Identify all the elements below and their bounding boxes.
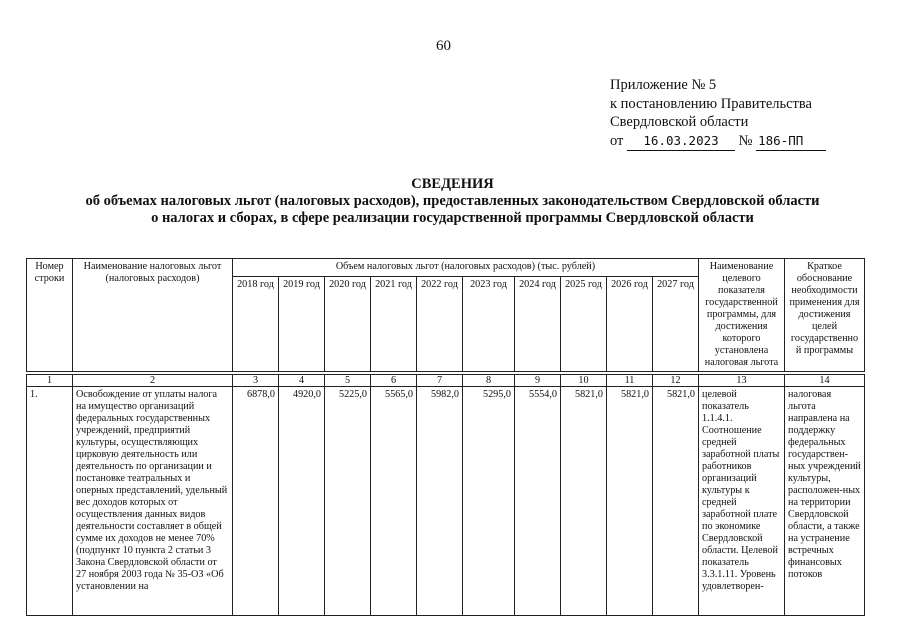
value-2024: 5554,0 — [515, 387, 561, 616]
target-indicator-cell — [699, 387, 785, 616]
header-year: 2020 год — [325, 277, 371, 372]
header-row-1 — [27, 259, 865, 277]
number-label: № — [738, 132, 753, 149]
title-heading: СВЕДЕНИЯ — [411, 176, 494, 192]
appendix-region: Свердловской области — [610, 114, 749, 130]
value-2018: 6878,0 — [233, 387, 279, 616]
column-number: 10 — [561, 375, 607, 387]
header-benefit-name: Наименование налоговых льгот (налоговых расходов) — [73, 259, 233, 372]
appendix-block — [610, 76, 826, 151]
document-title — [0, 176, 905, 227]
title-subline-2: о налогах и сборах, в сфере реализации государственной программы Свердловской области — [151, 210, 754, 226]
header-year: 2025 год — [561, 277, 607, 372]
resolution-date: 16.03.2023 — [627, 132, 735, 152]
column-number: 11 — [607, 375, 653, 387]
column-number: 12 — [653, 375, 699, 387]
column-number: 9 — [515, 375, 561, 387]
from-label: от — [610, 132, 624, 149]
appendix-title: Приложение № 5 — [610, 77, 717, 93]
appendix-resolution: к постановлению Правительства — [610, 95, 812, 112]
table-row — [27, 387, 865, 616]
header-year: 2024 год — [515, 277, 561, 372]
justification-cell — [785, 387, 865, 616]
title-subline-1: об объемах налоговых льгот (налоговых расходов), предоставленных законодательством Свердловской области — [85, 193, 820, 209]
header-year: 2022 год — [417, 277, 463, 372]
value-2026: 5821,0 — [607, 387, 653, 616]
column-number: 14 — [785, 375, 865, 387]
target-indicator: целевой показатель 1.1.4.1. Соотношение средней заработной платы работников организаций культуры к средней заработной плате по экономике Свердловской области. Целевой показатель 3.3.1.11. Уровень удовлетворен- — [702, 389, 780, 592]
header-row-number: Номер строки — [27, 259, 73, 372]
header-justification: Краткое обоснование необходимости применения для достижения целей государственно й программы — [785, 259, 865, 372]
tax-benefits-table — [26, 258, 865, 616]
value-2021: 5565,0 — [371, 387, 417, 616]
header-year: 2023 год — [463, 277, 515, 372]
header-year: 2019 год — [279, 277, 325, 372]
value-2023: 5295,0 — [463, 387, 515, 616]
column-numbers-row — [27, 375, 865, 387]
header-volume: Объем налоговых льгот (налоговых расходов) (тыс. рублей) — [233, 259, 699, 277]
appendix-date-line — [610, 132, 826, 152]
value-2019: 4920,0 — [279, 387, 325, 616]
header-target-indicator: Наименование целевого показателя государственной программы, для достижения которого установлена налоговая льгота — [699, 259, 785, 372]
column-number: 3 — [233, 375, 279, 387]
column-number: 7 — [417, 375, 463, 387]
value-2027: 5821,0 — [653, 387, 699, 616]
column-number: 4 — [279, 375, 325, 387]
benefit-name-cell — [73, 387, 233, 616]
value-2022: 5982,0 — [417, 387, 463, 616]
column-number: 1 — [27, 375, 73, 387]
value-2020: 5225,0 — [325, 387, 371, 616]
row-number: 1. — [27, 387, 73, 616]
column-number: 8 — [463, 375, 515, 387]
resolution-number: 186-ПП — [756, 132, 826, 152]
column-number: 5 — [325, 375, 371, 387]
justification: налоговая льгота направлена на поддержку федеральных государствен-ных учреждений культуры, расположен-ных на территории Свердловской области, а также на устранение встречных финансовых потоков — [788, 389, 861, 580]
header-year: 2027 год — [653, 277, 699, 372]
header-year: 2021 год — [371, 277, 417, 372]
page-number: 60 — [436, 38, 451, 54]
benefit-name: Освобождение от уплаты налога на имущество организаций федеральных государственных учреждений, предприятий культуры, осуществляющих цирковую деятельность или деятельность по организации и постановке театральных и оперных представлений, удельный вес доходов которых от осуществления данных видов деятельности составляет в общей сумме их доходов не менее 70% (подпункт 10 пункта 2 статьи 3 Закона Свердловской области от 27 ноября 2003 года № 35-ОЗ «Об установлении на — [76, 389, 228, 592]
header-year: 2018 год — [233, 277, 279, 372]
header-year: 2026 год — [607, 277, 653, 372]
column-number: 2 — [73, 375, 233, 387]
column-number: 6 — [371, 375, 417, 387]
value-2025: 5821,0 — [561, 387, 607, 616]
column-number: 13 — [699, 375, 785, 387]
